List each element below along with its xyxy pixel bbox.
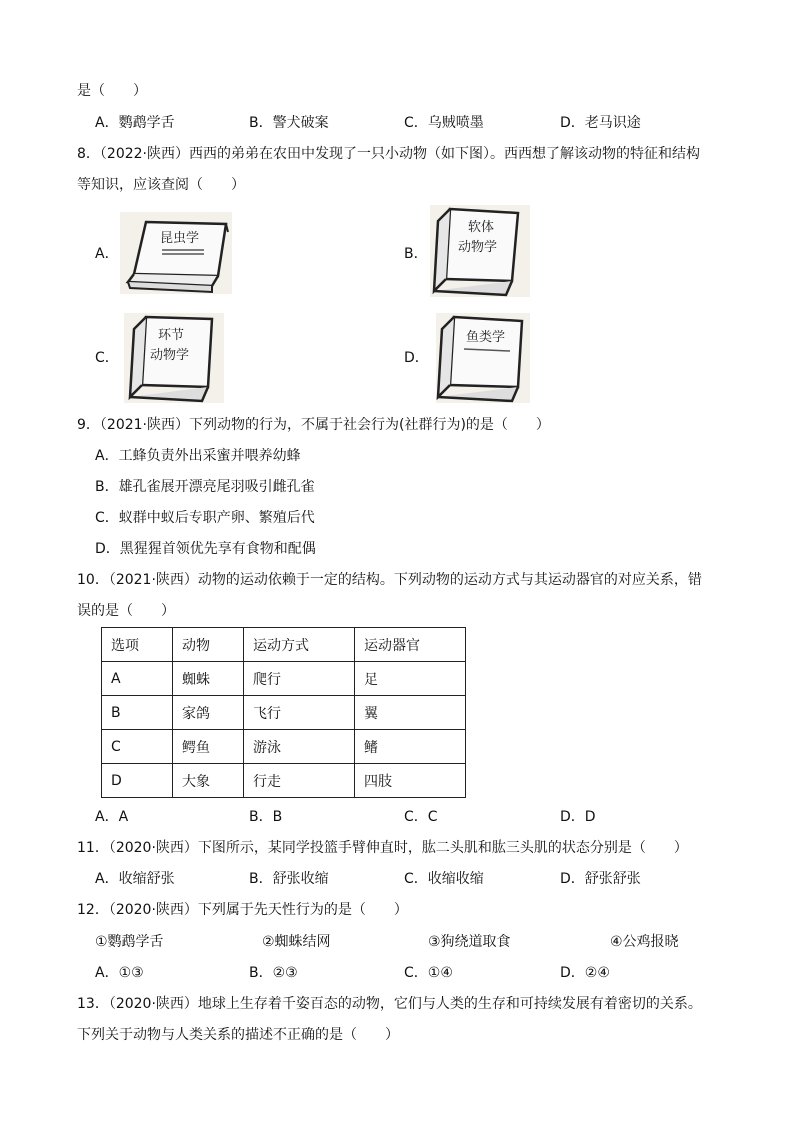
q8-option-d-letter: D． [404, 350, 429, 366]
table-cell: 蜘蛛 [173, 662, 244, 696]
q13-stem-line1: 13．（2020·陕西）地球上生存着千姿百态的动物，它们与人类的生存和可持续发展有着密切的关系。 [77, 996, 702, 1012]
book-d-cover [450, 317, 522, 387]
q10-option-a: A．A [95, 809, 129, 825]
q10-option-c: C．C [404, 809, 438, 825]
q10-option-b: B．B [249, 809, 283, 825]
table-row [102, 764, 466, 798]
table-cell: 足 [355, 662, 466, 696]
q7-stem-end: 是（ ） [77, 83, 147, 99]
table-cell: 大象 [173, 764, 244, 798]
q12-stem: 12．（2020·陕西）下列属于先天性行为的是（ ） [77, 902, 408, 918]
q8-option-b-letter: B． [404, 246, 428, 262]
book-d-title: 鱼类学 [466, 330, 506, 345]
book-b-title-line2: 动物学 [458, 240, 498, 255]
q8-stem-line2: 等知识，应该查阅（ ） [77, 177, 245, 193]
table-header-cell: 动物 [173, 628, 244, 662]
book-ichthyology-image [436, 313, 530, 403]
table-cell: 游泳 [244, 730, 355, 764]
q9-stem: 9．（2021·陕西）下列动物的行为，不属于社会行为(社群行为)的是（ ） [77, 417, 550, 433]
table-cell: 鳍 [355, 730, 466, 764]
q10-options-table [101, 627, 466, 798]
q9-option-d: D．黑猩猩首领优先享有食物和配偶 [95, 541, 316, 557]
q11-option-a: A．收缩舒张 [95, 871, 175, 887]
q7-option-c: C．乌贼喷墨 [404, 115, 484, 131]
table-header-cell: 运动器官 [355, 628, 466, 662]
book-entomology-image [120, 212, 232, 294]
q12-item-3: ③狗绕道取食 [428, 934, 511, 950]
table-cell: 爬行 [244, 662, 355, 696]
table-cell: 翼 [355, 696, 466, 730]
q11-stem: 11．（2020·陕西）下图所示，某同学投篮手臂伸直时，肱二头肌和肱三头肌的状态分别是（ ） [77, 840, 688, 856]
table-cell: 飞行 [244, 696, 355, 730]
book-b-title-line1: 软体 [468, 220, 495, 235]
q11-option-b: B．舒张收缩 [249, 871, 329, 887]
q8-option-c-letter: C． [95, 350, 119, 366]
q7-option-d: D．老马识途 [560, 115, 641, 131]
table-cell: A [102, 662, 173, 696]
table-row [102, 696, 466, 730]
q9-option-a: A．工蜂负责外出采蜜并喂养幼蜂 [95, 448, 301, 464]
table-cell: 四肢 [355, 764, 466, 798]
table-header-row [102, 628, 466, 662]
q10-stem-line1: 10．（2021·陕西）动物的运动依赖于一定的结构。下列动物的运动方式与其运动器官的对应关系，错 [77, 572, 702, 588]
q11-option-d: D．舒张舒张 [560, 871, 641, 887]
book-c-title-line2: 动物学 [150, 348, 190, 363]
q12-item-4: ④公鸡报晓 [610, 934, 679, 950]
q7-option-b: B．警犬破案 [249, 115, 329, 131]
q8-option-a-letter: A． [95, 246, 119, 262]
q9-option-b: B．雄孔雀展开漂亮尾羽吸引雌孔雀 [95, 479, 315, 495]
q7-option-a: A．鹦鹉学舌 [95, 115, 175, 131]
table-header-cell: 选项 [102, 628, 173, 662]
q9-option-c: C．蚁群中蚁后专职产卵、繁殖后代 [95, 510, 315, 526]
q10-stem-line2: 误的是（ ） [77, 603, 175, 619]
table-cell: B [102, 696, 173, 730]
book-a-title: 昆虫学 [160, 231, 200, 246]
table-row [102, 730, 466, 764]
q12-item-2: ②蜘蛛结网 [262, 934, 331, 950]
q11-option-c: C．收缩收缩 [404, 871, 484, 887]
q10-option-d: D．D [560, 809, 596, 825]
table-header-cell: 运动方式 [244, 628, 355, 662]
q12-option-b: B．②③ [249, 965, 298, 981]
book-c-title-line1: 环节 [158, 328, 185, 343]
table-cell: 行走 [244, 764, 355, 798]
q13-stem-line2: 下列关于动物与人类关系的描述不正确的是（ ） [77, 1027, 399, 1043]
q12-option-a: A．①③ [95, 965, 144, 981]
q12-item-1: ①鹦鹉学舌 [95, 934, 164, 950]
book-mollusca-image [430, 205, 530, 297]
q12-option-c: C．①④ [404, 965, 453, 981]
q12-option-d: D．②④ [560, 965, 610, 981]
table-cell: D [102, 764, 173, 798]
book-annelida-image [124, 313, 224, 403]
q8-stem-line1: 8．（2022·陕西）西西的弟弟在农田中发现了一只小动物（如下图）。西西想了解该动物的特征和结构 [77, 146, 700, 162]
table-row [102, 662, 466, 696]
table-cell: 鳄鱼 [173, 730, 244, 764]
table-cell: 家鸽 [173, 696, 244, 730]
table-cell: C [102, 730, 173, 764]
